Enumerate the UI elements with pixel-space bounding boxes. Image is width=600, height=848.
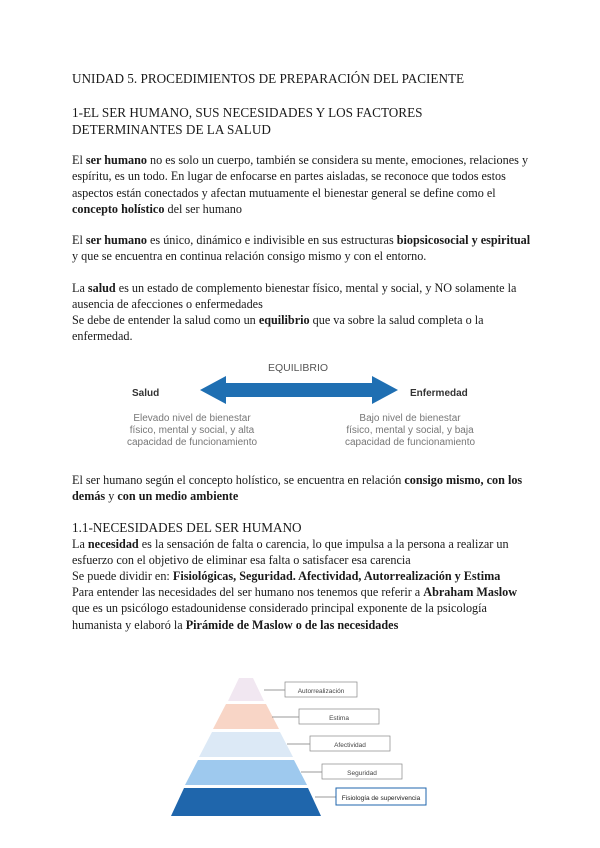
paragraph-maslow: Para entender las necesidades del ser humano nos tenemos que referir a Abraham Maslow que es un psicólogo estadounidense considerado principal exponente de la psicología humanista y elaboró la Pirámide de Maslow o de las necesidades [72, 585, 518, 632]
pyramid-label-esteem: Estima [329, 715, 349, 722]
pyramid-level-base [171, 788, 321, 816]
diagram-right-desc-line: capacidad de funcionamiento [344, 437, 476, 448]
paragraph-health-definition: La salud es un estado de complemento bienestar físico, mental y social, y NO solamente la ausencia de afecciones o enfermedades [72, 281, 517, 312]
pyramid-level-2 [213, 704, 279, 729]
balance-diagram [112, 358, 512, 450]
paragraph-need-definition: La necesidad es la sensación de falta o carencia, lo que impulsa a la persona a realizar un esfuerzo con el objetivo de eliminar esa falta o satisfacer esa carencia [72, 537, 509, 568]
pyramid-label-physiological: Fisiología de supervivencia [341, 795, 421, 802]
pyramid-level-top [228, 678, 264, 701]
pyramid-label-self-actualization: Autorrealización [297, 688, 345, 695]
diagram-right-label: Enfermedad [410, 388, 468, 399]
paragraph-need-types: Se puede dividir en: Fisiológicas, Seguridad. Afectividad, Autorrealización y Estima [72, 569, 501, 583]
pyramid-level-4 [185, 760, 307, 785]
paragraph-relations: El ser humano según el concepto holístico, se encuentra en relación consigo mismo, con los demás y con un medio ambiente [72, 473, 523, 504]
paragraph-biopsychosocial: El ser humano es único, dinámico e indivisible en sus estructuras biopsicosocial y espiritual y que se encuentra en continua relación consigo mismo y con el entorno. [72, 233, 531, 264]
diagram-left-label: Salud [132, 388, 160, 399]
diagram-left-desc-line: Elevado nivel de bienestar [133, 413, 251, 424]
unit-title: UNIDAD 5. PROCEDIMIENTOS DE PREPARACIÓN DEL PACIENTE [72, 71, 465, 86]
section-title-1: 1-EL SER HUMANO, SUS NECESIDADES Y LOS FACTORES DETERMINANTES DE LA SALUD [72, 105, 423, 137]
section-title-1-1: 1.1-NECESIDADES DEL SER HUMANO [72, 520, 302, 535]
diagram-left-desc-line: capacidad de funcionamiento [126, 437, 258, 448]
pyramid-label-affectivity: Afectividad [334, 742, 366, 749]
diagram-right-desc-line: físico, mental y social, y baja [346, 425, 474, 436]
double-arrow-icon [200, 376, 398, 404]
pyramid-label-security: Seguridad [347, 770, 377, 777]
diagram-left-desc-line: físico, mental y social, y alta [129, 425, 255, 436]
pyramid-level-3 [199, 732, 293, 757]
paragraph-holistic: El ser humano no es solo un cuerpo, también se considera su mente, emociones, relaciones y espíritu, es un todo. En lugar de enfocarse en partes aisladas, se reconoce que todos estos aspectos están conectados y afectan mutuamente el bienestar general se define como el concepto holístico del ser humano [72, 153, 529, 216]
paragraph-balance: Se debe de entender la salud como un equilibrio que va sobre la salud completa o la enfermedad. [72, 313, 484, 344]
maslow-pyramid [150, 672, 440, 822]
diagram-right-desc-line: Bajo nivel de bienestar [359, 413, 461, 424]
diagram-title: EQUILIBRIO [267, 362, 329, 374]
